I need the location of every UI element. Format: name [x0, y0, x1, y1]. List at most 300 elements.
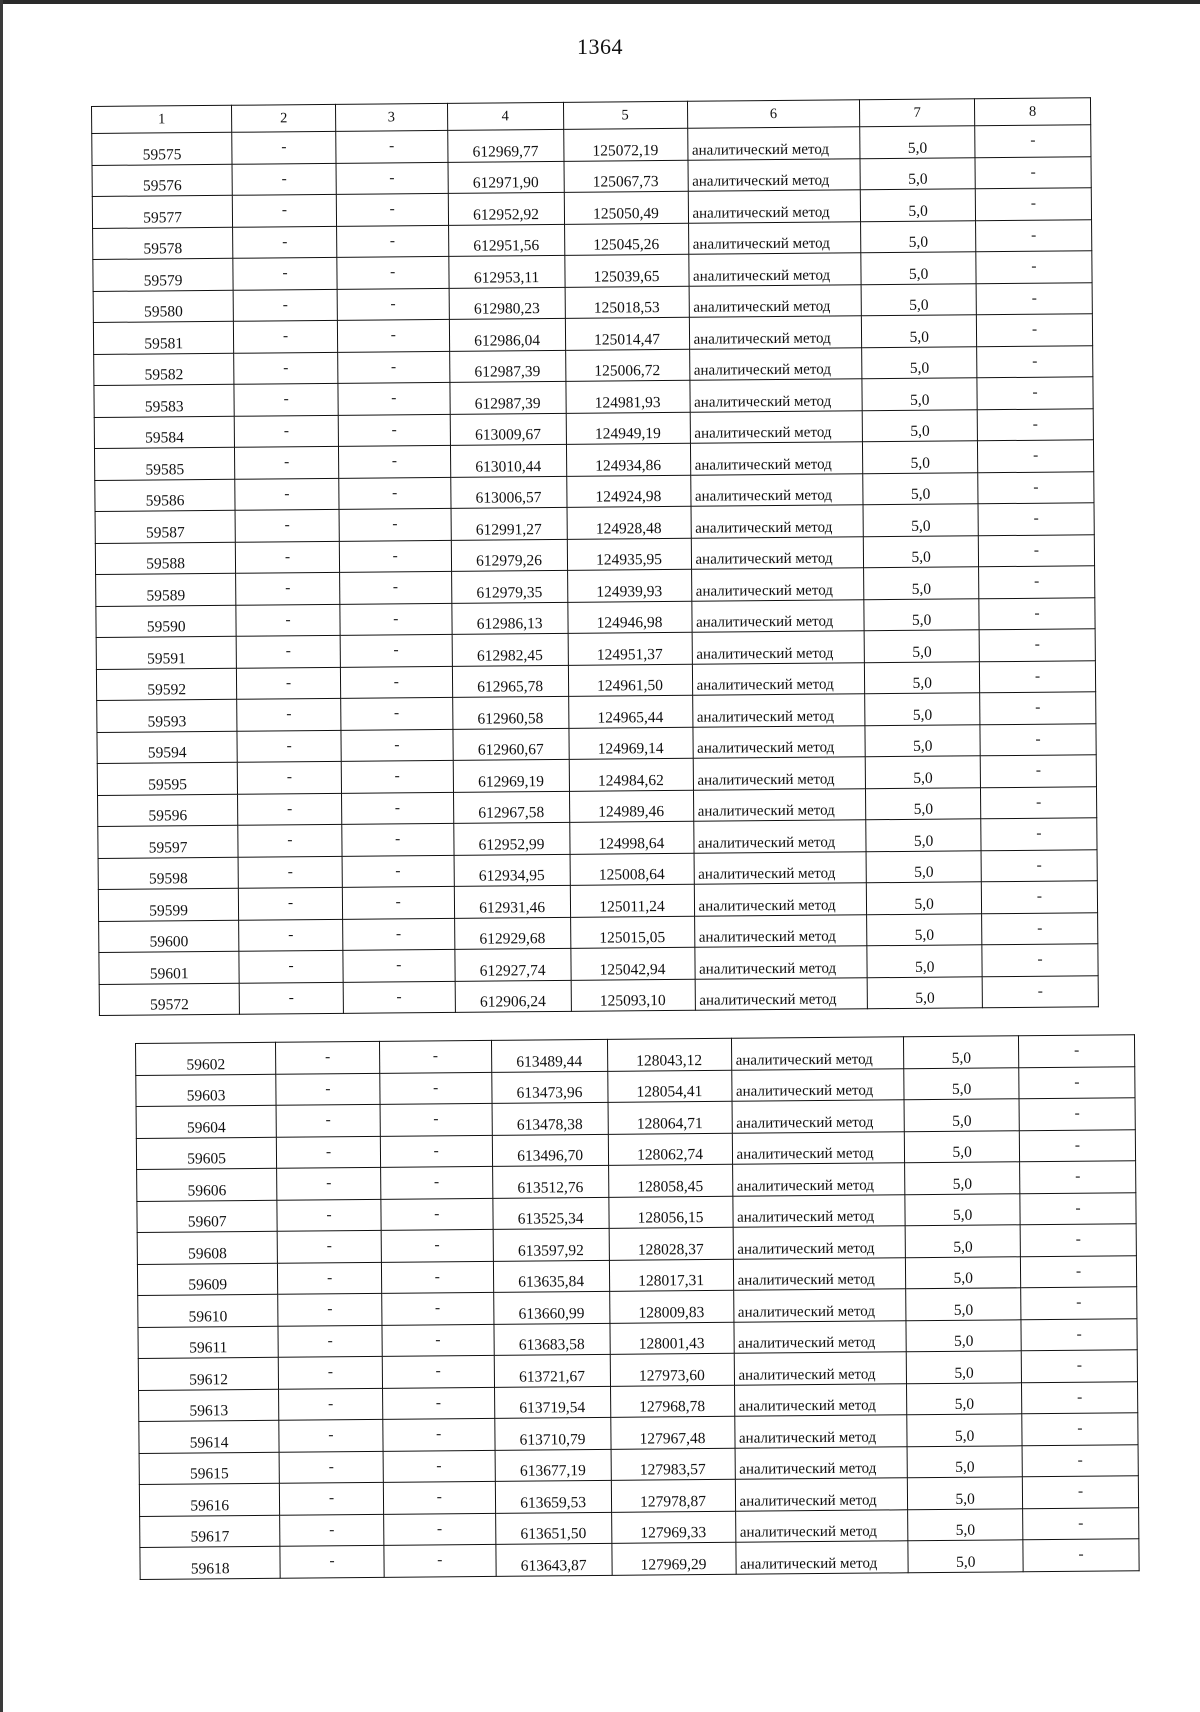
- header-cell-col-3: 3: [335, 103, 447, 131]
- header-cell-col-2: 2: [232, 104, 336, 132]
- cell-method: аналитический метод: [689, 316, 862, 349]
- cell-point-number: 59586: [95, 479, 236, 512]
- cell-col-3: -: [382, 1292, 494, 1324]
- cell-x-coordinate: 613683,58: [494, 1323, 610, 1356]
- cell-y-coordinate: 127968,78: [610, 1385, 734, 1418]
- cell-col-3: -: [337, 256, 449, 288]
- cell-x-coordinate: 613721,67: [494, 1354, 610, 1387]
- cell-col-3: -: [381, 1198, 493, 1230]
- cell-accuracy: 5,0: [861, 220, 976, 253]
- cell-method: аналитический метод: [731, 1068, 904, 1101]
- cell-col-8: -: [1020, 1255, 1136, 1288]
- cell-col-8: -: [980, 723, 1096, 756]
- cell-accuracy: 5,0: [864, 535, 979, 568]
- cell-col-8: -: [1020, 1161, 1136, 1194]
- cell-accuracy: 5,0: [860, 157, 975, 190]
- cell-col-2: -: [277, 1136, 381, 1168]
- cell-method: аналитический метод: [692, 662, 865, 695]
- cell-x-coordinate: 612934,95: [454, 854, 570, 887]
- cell-method: аналитический метод: [733, 1257, 906, 1290]
- cell-accuracy: 5,0: [905, 1130, 1020, 1163]
- cell-method: аналитический метод: [691, 599, 864, 632]
- cell-point-number: 59612: [138, 1357, 279, 1390]
- scan-border-left: [0, 0, 3, 1712]
- header-cell-accuracy: 7: [860, 99, 975, 127]
- cell-y-coordinate: 125072,19: [563, 128, 687, 161]
- cell-col-8: -: [978, 534, 1094, 567]
- cell-accuracy: 5,0: [904, 1036, 1019, 1069]
- cell-method: аналитический метод: [687, 127, 860, 160]
- cell-y-coordinate: 128056,15: [608, 1196, 732, 1229]
- cell-col-3: -: [341, 697, 453, 729]
- cell-method: аналитический метод: [690, 442, 863, 475]
- cell-accuracy: 5,0: [862, 378, 977, 411]
- cell-method: аналитический метод: [693, 757, 866, 790]
- cell-col-2: -: [239, 982, 343, 1014]
- cell-point-number: 59616: [139, 1483, 280, 1516]
- cell-y-coordinate: 125050,49: [564, 191, 688, 224]
- cell-y-coordinate: 128043,12: [607, 1038, 731, 1071]
- cell-accuracy: 5,0: [867, 913, 982, 946]
- cell-x-coordinate: 613710,79: [494, 1417, 610, 1450]
- cell-point-number: 59587: [95, 510, 236, 543]
- cell-col-8: -: [1020, 1192, 1136, 1225]
- cell-accuracy: 5,0: [863, 504, 978, 537]
- header-cell-x-coordinate: 4: [447, 102, 563, 130]
- cell-y-coordinate: 124965,44: [568, 695, 692, 728]
- cell-x-coordinate: 612969,77: [447, 129, 563, 162]
- cell-col-3: -: [336, 193, 448, 225]
- cell-col-8: -: [1020, 1224, 1136, 1257]
- cell-col-2: -: [236, 635, 340, 667]
- cell-accuracy: 5,0: [864, 630, 979, 663]
- cell-col-8: -: [1021, 1350, 1137, 1383]
- cell-y-coordinate: 125093,10: [571, 979, 695, 1012]
- cell-method: аналитический метод: [694, 946, 867, 979]
- cell-point-number: 59599: [98, 888, 239, 921]
- cell-point-number: 59577: [92, 195, 233, 228]
- cell-accuracy: 5,0: [905, 1193, 1020, 1226]
- cell-col-8: -: [979, 629, 1095, 662]
- cell-col-8: -: [980, 755, 1096, 788]
- cell-method: аналитический метод: [690, 473, 863, 506]
- cell-col-3: -: [341, 792, 453, 824]
- cell-accuracy: 5,0: [865, 693, 980, 726]
- cell-method: аналитический метод: [735, 1446, 908, 1479]
- cell-accuracy: 5,0: [907, 1414, 1022, 1447]
- cell-col-8: -: [976, 219, 1092, 252]
- cell-col-8: -: [980, 692, 1096, 725]
- cell-x-coordinate: 613489,44: [491, 1039, 607, 1072]
- cell-x-coordinate: 612960,58: [452, 696, 568, 729]
- cell-y-coordinate: 125015,05: [570, 916, 694, 949]
- cell-method: аналитический метод: [692, 631, 865, 664]
- cell-x-coordinate: 612986,04: [449, 318, 565, 351]
- cell-col-3: -: [340, 603, 452, 635]
- cell-y-coordinate: 125006,72: [565, 349, 689, 382]
- cell-y-coordinate: 125008,64: [570, 853, 694, 886]
- cell-method: аналитический метод: [688, 190, 861, 223]
- cell-col-8: -: [981, 818, 1097, 851]
- cell-col-8: -: [979, 597, 1095, 630]
- cell-col-2: -: [277, 1199, 381, 1231]
- cell-col-3: -: [336, 225, 448, 257]
- cell-col-2: -: [234, 383, 338, 415]
- cell-col-2: -: [233, 257, 337, 289]
- cell-col-2: -: [276, 1041, 380, 1073]
- cell-method: аналитический метод: [733, 1320, 906, 1353]
- cell-x-coordinate: 612960,67: [453, 728, 569, 761]
- cell-col-2: -: [239, 919, 343, 951]
- cell-col-2: -: [280, 1514, 384, 1546]
- cell-col-8: -: [978, 503, 1094, 536]
- cell-method: аналитический метод: [694, 914, 867, 947]
- cell-accuracy: 5,0: [862, 346, 977, 379]
- cell-point-number: 59579: [93, 258, 234, 291]
- cell-y-coordinate: 124934,86: [566, 443, 690, 476]
- cell-method: аналитический метод: [732, 1100, 905, 1133]
- cell-accuracy: 5,0: [906, 1351, 1021, 1384]
- cell-col-8: -: [976, 251, 1092, 284]
- cell-accuracy: 5,0: [861, 252, 976, 285]
- cell-col-3: -: [336, 130, 448, 162]
- cell-point-number: 59581: [93, 321, 234, 354]
- cell-y-coordinate: 128054,41: [607, 1070, 731, 1103]
- cell-col-3: -: [337, 288, 449, 320]
- cell-method: аналитический метод: [689, 284, 862, 317]
- cell-point-number: 59585: [94, 447, 235, 480]
- cell-col-8: -: [982, 975, 1098, 1008]
- cell-col-2: -: [236, 541, 340, 573]
- cell-col-8: -: [979, 566, 1095, 599]
- cell-accuracy: 5,0: [867, 882, 982, 915]
- cell-y-coordinate: 125039,65: [564, 254, 688, 287]
- cell-col-3: -: [383, 1481, 495, 1513]
- cell-col-2: -: [234, 320, 338, 352]
- header-cell-y-coordinate: 5: [563, 101, 687, 129]
- cell-y-coordinate: 128017,31: [609, 1259, 733, 1292]
- cell-point-number: 59608: [137, 1231, 278, 1264]
- header-cell-col-8: 8: [975, 98, 1091, 126]
- cell-col-2: -: [280, 1482, 384, 1514]
- cell-col-2: -: [280, 1545, 384, 1577]
- cell-col-2: -: [276, 1104, 380, 1136]
- cell-col-2: -: [238, 793, 342, 825]
- cell-accuracy: 5,0: [907, 1382, 1022, 1415]
- cell-col-3: -: [341, 729, 453, 761]
- cell-method: аналитический метод: [731, 1037, 904, 1070]
- cell-col-3: -: [381, 1229, 493, 1261]
- cell-col-3: -: [382, 1355, 494, 1387]
- cell-col-3: -: [382, 1324, 494, 1356]
- cell-col-3: -: [337, 319, 449, 351]
- cell-y-coordinate: 128064,71: [608, 1101, 732, 1134]
- cell-y-coordinate: 125067,73: [564, 160, 688, 193]
- cell-col-3: -: [341, 760, 453, 792]
- cell-x-coordinate: 613651,50: [495, 1512, 611, 1545]
- cell-point-number: 59606: [137, 1168, 278, 1201]
- cell-col-3: -: [342, 886, 454, 918]
- cell-accuracy: 5,0: [907, 1445, 1022, 1478]
- cell-y-coordinate: 127967,48: [610, 1416, 734, 1449]
- cell-method: аналитический метод: [692, 694, 865, 727]
- cell-y-coordinate: 124935,95: [567, 538, 691, 571]
- cell-x-coordinate: 612991,27: [451, 507, 567, 540]
- cell-col-2: -: [233, 226, 337, 258]
- cell-y-coordinate: 124969,14: [568, 727, 692, 760]
- cell-point-number: 59604: [136, 1105, 277, 1138]
- cell-method: аналитический метод: [693, 788, 866, 821]
- cell-point-number: 59614: [139, 1420, 280, 1453]
- cell-col-2: -: [235, 446, 339, 478]
- cell-x-coordinate: 613677,19: [495, 1449, 611, 1482]
- cell-x-coordinate: 613010,44: [450, 444, 566, 477]
- cell-method: аналитический метод: [691, 568, 864, 601]
- cell-accuracy: 5,0: [906, 1288, 1021, 1321]
- cell-y-coordinate: 124949,19: [566, 412, 690, 445]
- cell-accuracy: 5,0: [908, 1477, 1023, 1510]
- cell-col-8: -: [981, 786, 1097, 819]
- cell-col-8: -: [975, 188, 1091, 221]
- cell-accuracy: 5,0: [866, 787, 981, 820]
- cell-col-8: -: [1021, 1287, 1137, 1320]
- cell-y-coordinate: 127973,60: [610, 1353, 734, 1386]
- cell-col-2: -: [238, 856, 342, 888]
- cell-col-8: -: [977, 345, 1093, 378]
- cell-col-2: -: [279, 1451, 383, 1483]
- cell-method: аналитический метод: [690, 410, 863, 443]
- cell-col-8: -: [1019, 1066, 1135, 1099]
- cell-y-coordinate: 124981,93: [565, 380, 689, 413]
- cell-method: аналитический метод: [688, 221, 861, 254]
- cell-x-coordinate: 613659,53: [495, 1480, 611, 1513]
- cell-y-coordinate: 124924,98: [566, 475, 690, 508]
- cell-col-2: -: [234, 415, 338, 447]
- cell-point-number: 59576: [92, 164, 233, 197]
- cell-y-coordinate: 124998,64: [569, 821, 693, 854]
- cell-col-8: -: [1019, 1035, 1135, 1068]
- cell-y-coordinate: 128062,74: [608, 1133, 732, 1166]
- cell-accuracy: 5,0: [865, 724, 980, 757]
- cell-col-2: -: [239, 950, 343, 982]
- cell-col-3: -: [338, 445, 450, 477]
- cell-col-8: -: [982, 944, 1098, 977]
- cell-point-number: 59584: [94, 416, 235, 449]
- cell-col-2: -: [237, 698, 341, 730]
- cell-y-coordinate: 124961,50: [568, 664, 692, 697]
- cell-method: аналитический метод: [688, 253, 861, 286]
- cell-col-2: -: [233, 194, 337, 226]
- cell-y-coordinate: 125014,47: [565, 317, 689, 350]
- cell-col-2: -: [279, 1388, 383, 1420]
- cell-col-3: -: [342, 855, 454, 887]
- cell-x-coordinate: 612980,23: [449, 287, 565, 320]
- cell-method: аналитический метод: [695, 977, 868, 1010]
- cell-point-number: 59595: [97, 762, 238, 795]
- cell-method: аналитический метод: [734, 1352, 907, 1385]
- cell-x-coordinate: 612987,39: [449, 350, 565, 383]
- cell-point-number: 59611: [138, 1326, 279, 1359]
- cell-point-number: 59580: [93, 290, 234, 323]
- cell-accuracy: 5,0: [866, 819, 981, 852]
- cell-x-coordinate: 613473,96: [491, 1071, 607, 1104]
- cell-col-3: -: [342, 918, 454, 950]
- cell-method: аналитический метод: [735, 1478, 908, 1511]
- cell-col-2: -: [236, 572, 340, 604]
- cell-method: аналитический метод: [735, 1541, 908, 1574]
- cell-point-number: 59588: [95, 542, 236, 575]
- cell-col-8: -: [981, 881, 1097, 914]
- cell-col-8: -: [979, 660, 1095, 693]
- cell-point-number: 59572: [99, 983, 240, 1016]
- cell-x-coordinate: 612987,39: [450, 381, 566, 414]
- cell-col-2: -: [235, 509, 339, 541]
- cell-method: аналитический метод: [733, 1289, 906, 1322]
- cell-col-2: -: [279, 1419, 383, 1451]
- cell-point-number: 59578: [93, 227, 234, 260]
- cell-col-2: -: [233, 289, 337, 321]
- cell-method: аналитический метод: [732, 1163, 905, 1196]
- cell-x-coordinate: 613525,34: [493, 1197, 609, 1230]
- cell-col-8: -: [978, 440, 1094, 473]
- cell-x-coordinate: 612979,35: [451, 570, 567, 603]
- cell-accuracy: 5,0: [867, 945, 982, 978]
- cell-col-8: -: [982, 912, 1098, 945]
- cell-y-coordinate: 128058,45: [608, 1164, 732, 1197]
- cell-y-coordinate: 128001,43: [609, 1322, 733, 1355]
- cell-method: аналитический метод: [691, 536, 864, 569]
- cell-point-number: 59598: [98, 857, 239, 890]
- cell-accuracy: 5,0: [905, 1162, 1020, 1195]
- cell-method: аналитический метод: [692, 725, 865, 758]
- cell-x-coordinate: 612953,11: [448, 255, 564, 288]
- cell-x-coordinate: 612927,74: [455, 948, 571, 981]
- cell-accuracy: 5,0: [867, 976, 982, 1009]
- cell-x-coordinate: 612929,68: [454, 917, 570, 950]
- cell-y-coordinate: 127983,57: [611, 1448, 735, 1481]
- cell-col-3: -: [343, 949, 455, 981]
- cell-col-3: -: [343, 981, 455, 1013]
- cell-accuracy: 5,0: [906, 1319, 1021, 1352]
- cell-col-3: -: [380, 1103, 492, 1135]
- cell-col-3: -: [338, 382, 450, 414]
- cell-accuracy: 5,0: [862, 409, 977, 442]
- cell-x-coordinate: 612967,58: [453, 791, 569, 824]
- cell-col-2: -: [237, 761, 341, 793]
- cell-col-8: -: [1022, 1413, 1138, 1446]
- cell-col-2: -: [276, 1073, 380, 1105]
- cell-col-2: -: [236, 604, 340, 636]
- cell-col-2: -: [237, 667, 341, 699]
- cell-col-2: -: [232, 163, 336, 195]
- cell-col-2: -: [234, 352, 338, 384]
- cell-col-8: -: [975, 156, 1091, 189]
- cell-x-coordinate: 612971,90: [448, 161, 564, 194]
- cell-col-8: -: [1023, 1539, 1139, 1572]
- page-number: 1364: [577, 34, 623, 59]
- coordinates-table-1: [91, 97, 1099, 1016]
- cell-point-number: 59575: [92, 132, 233, 165]
- cell-col-2: -: [278, 1262, 382, 1294]
- cell-x-coordinate: 613597,92: [493, 1228, 609, 1261]
- cell-col-8: -: [981, 849, 1097, 882]
- cell-accuracy: 5,0: [864, 567, 979, 600]
- cell-point-number: 59610: [138, 1294, 279, 1327]
- cell-y-coordinate: 124928,48: [567, 506, 691, 539]
- cell-point-number: 59589: [96, 573, 237, 606]
- cell-method: аналитический метод: [734, 1383, 907, 1416]
- cell-accuracy: 5,0: [866, 850, 981, 883]
- cell-y-coordinate: 128028,37: [609, 1227, 733, 1260]
- cell-col-3: -: [338, 351, 450, 383]
- cell-y-coordinate: 124989,46: [569, 790, 693, 823]
- cell-y-coordinate: 124951,37: [568, 632, 692, 665]
- cell-col-3: -: [380, 1166, 492, 1198]
- cell-accuracy: 5,0: [908, 1540, 1023, 1573]
- cell-point-number: 59607: [137, 1200, 278, 1233]
- cell-accuracy: 5,0: [905, 1225, 1020, 1258]
- cell-col-8: -: [1019, 1129, 1135, 1162]
- cell-point-number: 59601: [99, 951, 240, 984]
- cell-x-coordinate: 612951,56: [448, 224, 564, 257]
- cell-x-coordinate: 613478,38: [492, 1102, 608, 1135]
- cell-col-2: -: [278, 1356, 382, 1388]
- cell-y-coordinate: 127969,33: [611, 1511, 735, 1544]
- cell-col-3: -: [380, 1135, 492, 1167]
- cell-accuracy: 5,0: [904, 1067, 1019, 1100]
- cell-point-number: 59592: [96, 668, 237, 701]
- cell-y-coordinate: 125011,24: [570, 884, 694, 917]
- cell-method: аналитический метод: [732, 1131, 905, 1164]
- cell-point-number: 59615: [139, 1452, 280, 1485]
- cell-accuracy: 5,0: [865, 661, 980, 694]
- cell-col-2: -: [277, 1230, 381, 1262]
- cell-point-number: 59613: [139, 1389, 280, 1422]
- cell-col-8: -: [1023, 1507, 1139, 1540]
- cell-col-2: -: [237, 730, 341, 762]
- cell-col-2: -: [278, 1325, 382, 1357]
- coordinates-table-2: [135, 1034, 1140, 1579]
- cell-y-coordinate: 127969,29: [611, 1542, 735, 1575]
- cell-x-coordinate: 613635,84: [493, 1260, 609, 1293]
- cell-point-number: 59618: [140, 1546, 281, 1579]
- cell-accuracy: 5,0: [908, 1508, 1023, 1541]
- cell-col-3: -: [339, 477, 451, 509]
- cell-point-number: 59596: [98, 794, 239, 827]
- cell-accuracy: 5,0: [860, 126, 975, 159]
- cell-col-3: -: [338, 414, 450, 446]
- cell-method: аналитический метод: [734, 1415, 907, 1448]
- cell-y-coordinate: 125045,26: [564, 223, 688, 256]
- cell-x-coordinate: 612965,78: [452, 665, 568, 698]
- cell-col-8: -: [977, 377, 1093, 410]
- cell-point-number: 59603: [136, 1074, 277, 1107]
- header-cell-method: 6: [687, 100, 860, 129]
- cell-x-coordinate: 613512,76: [492, 1165, 608, 1198]
- cell-point-number: 59609: [137, 1263, 278, 1296]
- cell-x-coordinate: 612952,92: [448, 192, 564, 225]
- cell-x-coordinate: 613719,54: [494, 1386, 610, 1419]
- cell-x-coordinate: 613009,67: [450, 413, 566, 446]
- cell-x-coordinate: 612979,26: [451, 539, 567, 572]
- scan-border-top: [0, 0, 1200, 4]
- cell-col-2: -: [239, 887, 343, 919]
- cell-method: аналитический метод: [732, 1194, 905, 1227]
- cell-accuracy: 5,0: [863, 441, 978, 474]
- cell-point-number: 59593: [97, 699, 238, 732]
- cell-point-number: 59583: [94, 384, 235, 417]
- cell-col-2: -: [238, 824, 342, 856]
